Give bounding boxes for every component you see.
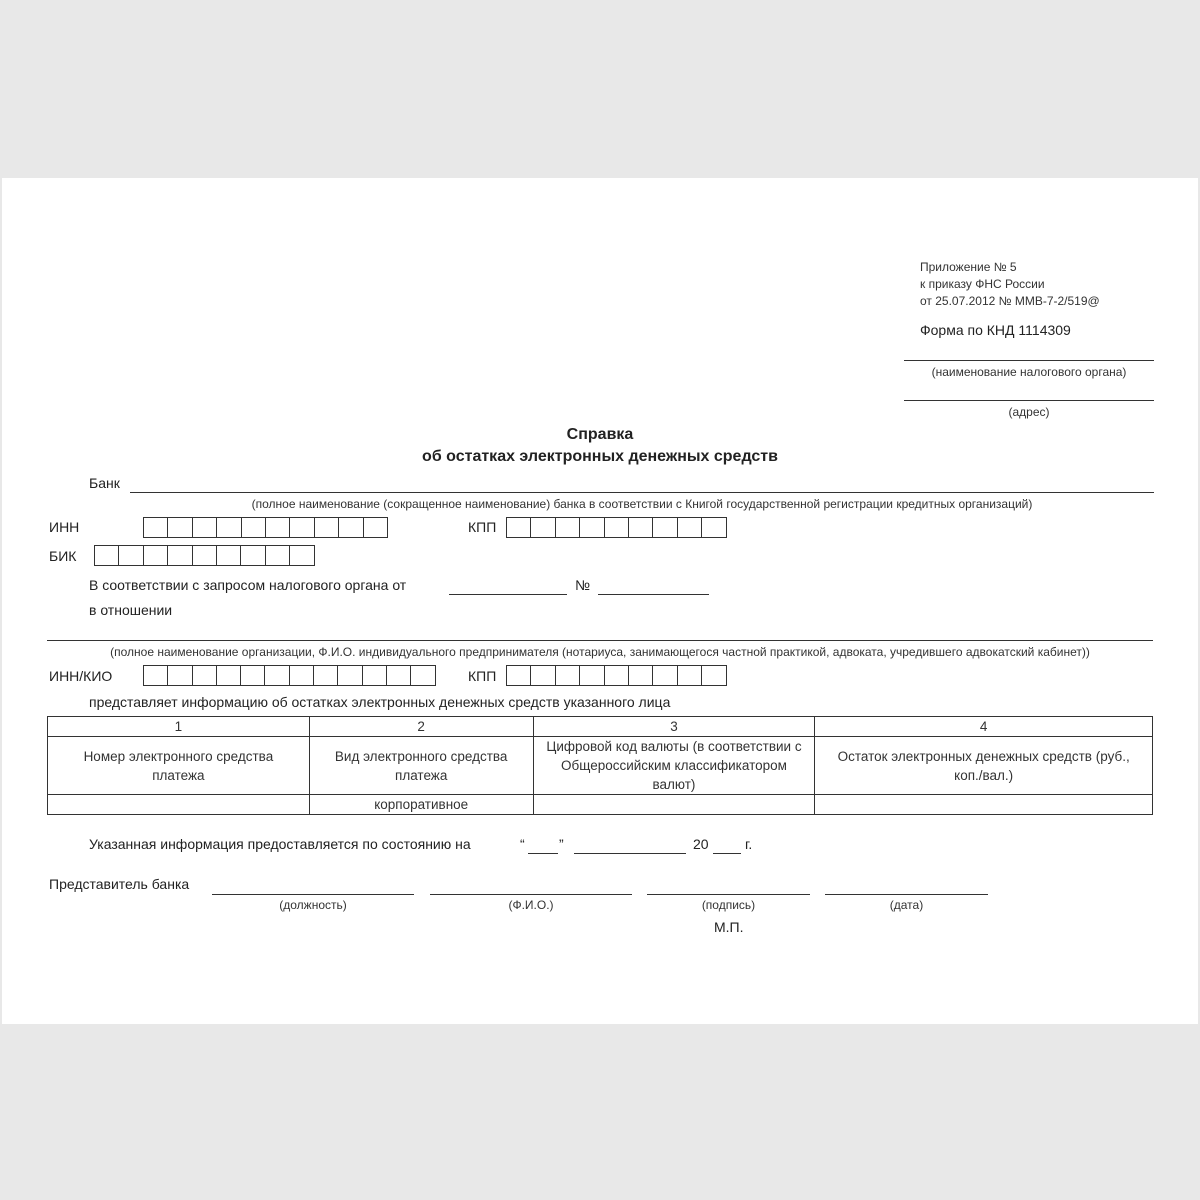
appendix-line-1: Приложение № 5: [920, 260, 1017, 274]
char-cell[interactable]: [315, 517, 339, 538]
char-cell[interactable]: [339, 517, 363, 538]
day-line[interactable]: [528, 853, 558, 854]
bank-kpp-cells[interactable]: [506, 517, 727, 538]
char-cell[interactable]: [531, 517, 555, 538]
char-cell[interactable]: [217, 517, 241, 538]
regarding-label: в отношении: [89, 602, 173, 618]
char-cell[interactable]: [363, 665, 387, 686]
char-cell[interactable]: [241, 545, 265, 566]
year-line[interactable]: [713, 853, 741, 854]
provides-text: представляет информацию об остатках электронных денежных средств указанного лица: [89, 694, 671, 710]
table-cell[interactable]: [533, 795, 815, 815]
column-header-balance: Остаток электронных денежных средств (руб., коп./вал.): [815, 737, 1153, 795]
org-kpp-cells[interactable]: [506, 665, 727, 686]
date-caption: (дата): [889, 898, 924, 912]
bik-cells[interactable]: [94, 545, 315, 566]
char-cell[interactable]: [217, 545, 241, 566]
column-number: 3: [533, 717, 815, 737]
column-number: 2: [309, 717, 533, 737]
signature-caption: (подпись): [701, 898, 756, 912]
column-number: 1: [48, 717, 310, 737]
appendix-line-2: к приказу ФНС России: [920, 277, 1045, 291]
char-cell[interactable]: [678, 665, 702, 686]
org-kpp-label: КПП: [468, 668, 497, 684]
org-inn-kio-cells[interactable]: [143, 665, 436, 686]
char-cell[interactable]: [605, 665, 629, 686]
year-prefix: 20: [693, 836, 709, 852]
bank-label: Банк: [89, 475, 120, 491]
char-cell[interactable]: [193, 545, 217, 566]
date-line[interactable]: [825, 894, 988, 895]
char-cell[interactable]: [556, 517, 580, 538]
char-cell[interactable]: [144, 665, 168, 686]
seal-mark: М.П.: [714, 919, 744, 935]
char-cell[interactable]: [265, 665, 289, 686]
char-cell[interactable]: [629, 665, 653, 686]
column-header-payment-number: Номер электронного средства платежа: [48, 737, 310, 795]
request-date-line[interactable]: [449, 594, 567, 595]
char-cell[interactable]: [653, 665, 677, 686]
balances-table: [47, 716, 1153, 815]
address-caption: (адрес): [1008, 405, 1050, 419]
char-cell[interactable]: [364, 517, 388, 538]
char-cell[interactable]: [242, 517, 266, 538]
organization-caption: (полное наименование организации, Ф.И.О. индивидуального предпринимателя (нотариуса, занимающегося частной практикой, адвоката, учредившего адвокатский кабинет)): [110, 645, 1090, 659]
tax-authority-line[interactable]: [904, 360, 1154, 361]
table-cell[interactable]: [48, 795, 310, 815]
position-line[interactable]: [212, 894, 414, 895]
tax-authority-caption: (наименование налогового органа): [931, 365, 1127, 379]
representative-label: Представитель банка: [49, 876, 190, 892]
char-cell[interactable]: [387, 665, 411, 686]
table-row: [48, 795, 1153, 815]
char-cell[interactable]: [168, 545, 192, 566]
number-sign: №: [575, 577, 591, 593]
organization-name-line[interactable]: [47, 640, 1153, 641]
document-subtitle: об остатках электронных денежных средств: [422, 448, 778, 465]
year-suffix: г.: [745, 836, 753, 852]
column-number: 4: [815, 717, 1153, 737]
bank-inn-cells[interactable]: [143, 517, 388, 538]
char-cell[interactable]: [678, 517, 702, 538]
table-cell[interactable]: [815, 795, 1153, 815]
char-cell[interactable]: [290, 545, 314, 566]
char-cell[interactable]: [338, 665, 362, 686]
char-cell[interactable]: [266, 517, 290, 538]
char-cell[interactable]: [580, 517, 604, 538]
char-cell[interactable]: [193, 665, 217, 686]
month-line[interactable]: [574, 853, 686, 854]
char-cell[interactable]: [531, 665, 555, 686]
char-cell[interactable]: [605, 517, 629, 538]
form-code: Форма по КНД 1114309: [920, 322, 1071, 338]
bik-label: БИК: [49, 548, 77, 564]
position-caption: (должность): [279, 898, 347, 912]
bank-inn-label: ИНН: [49, 519, 80, 535]
char-cell[interactable]: [144, 517, 168, 538]
char-cell[interactable]: [507, 665, 531, 686]
char-cell[interactable]: [702, 665, 726, 686]
char-cell[interactable]: [556, 665, 580, 686]
bank-kpp-label: КПП: [468, 519, 497, 535]
as-of-text: Указанная информация предоставляется по состоянию на: [89, 836, 471, 852]
char-cell[interactable]: [702, 517, 726, 538]
char-cell[interactable]: [144, 545, 168, 566]
quote-close: ”: [559, 836, 564, 852]
org-inn-kio-label: ИНН/КИО: [49, 668, 113, 684]
form-sheet: [2, 178, 1198, 1024]
fio-caption: (Ф.И.О.): [508, 898, 554, 912]
char-cell[interactable]: [217, 665, 241, 686]
column-header-currency-code: Цифровой код валюты (в соответствии с Общероссийским классификатором валют): [533, 737, 815, 795]
bank-name-line[interactable]: [130, 492, 1154, 493]
char-cell[interactable]: [119, 545, 143, 566]
char-cell[interactable]: [168, 517, 192, 538]
quote-open: “: [520, 836, 525, 852]
char-cell[interactable]: [629, 517, 653, 538]
char-cell[interactable]: [507, 517, 531, 538]
char-cell[interactable]: [580, 665, 604, 686]
char-cell[interactable]: [193, 517, 217, 538]
signature-line[interactable]: [647, 894, 810, 895]
char-cell[interactable]: [168, 665, 192, 686]
bank-caption: (полное наименование (сокращенное наименование) банка в соответствии с Книгой государственной регистрации кредитных организаций): [251, 497, 1033, 511]
request-number-line[interactable]: [598, 594, 709, 595]
fio-line[interactable]: [430, 894, 632, 895]
address-line[interactable]: [904, 400, 1154, 401]
char-cell[interactable]: [290, 665, 314, 686]
request-text: В соответствии с запросом налогового органа от: [89, 577, 407, 593]
char-cell[interactable]: [266, 545, 290, 566]
char-cell[interactable]: [314, 665, 338, 686]
document-title: Справка: [566, 426, 634, 443]
char-cell[interactable]: [653, 517, 677, 538]
column-header-payment-type: Вид электронного средства платежа: [309, 737, 533, 795]
char-cell[interactable]: [411, 665, 435, 686]
char-cell[interactable]: [241, 665, 265, 686]
appendix-line-3: от 25.07.2012 № ММВ-7-2/519@: [920, 294, 1100, 308]
char-cell[interactable]: [95, 545, 119, 566]
table-cell[interactable]: корпоративное: [309, 795, 533, 815]
char-cell[interactable]: [290, 517, 314, 538]
